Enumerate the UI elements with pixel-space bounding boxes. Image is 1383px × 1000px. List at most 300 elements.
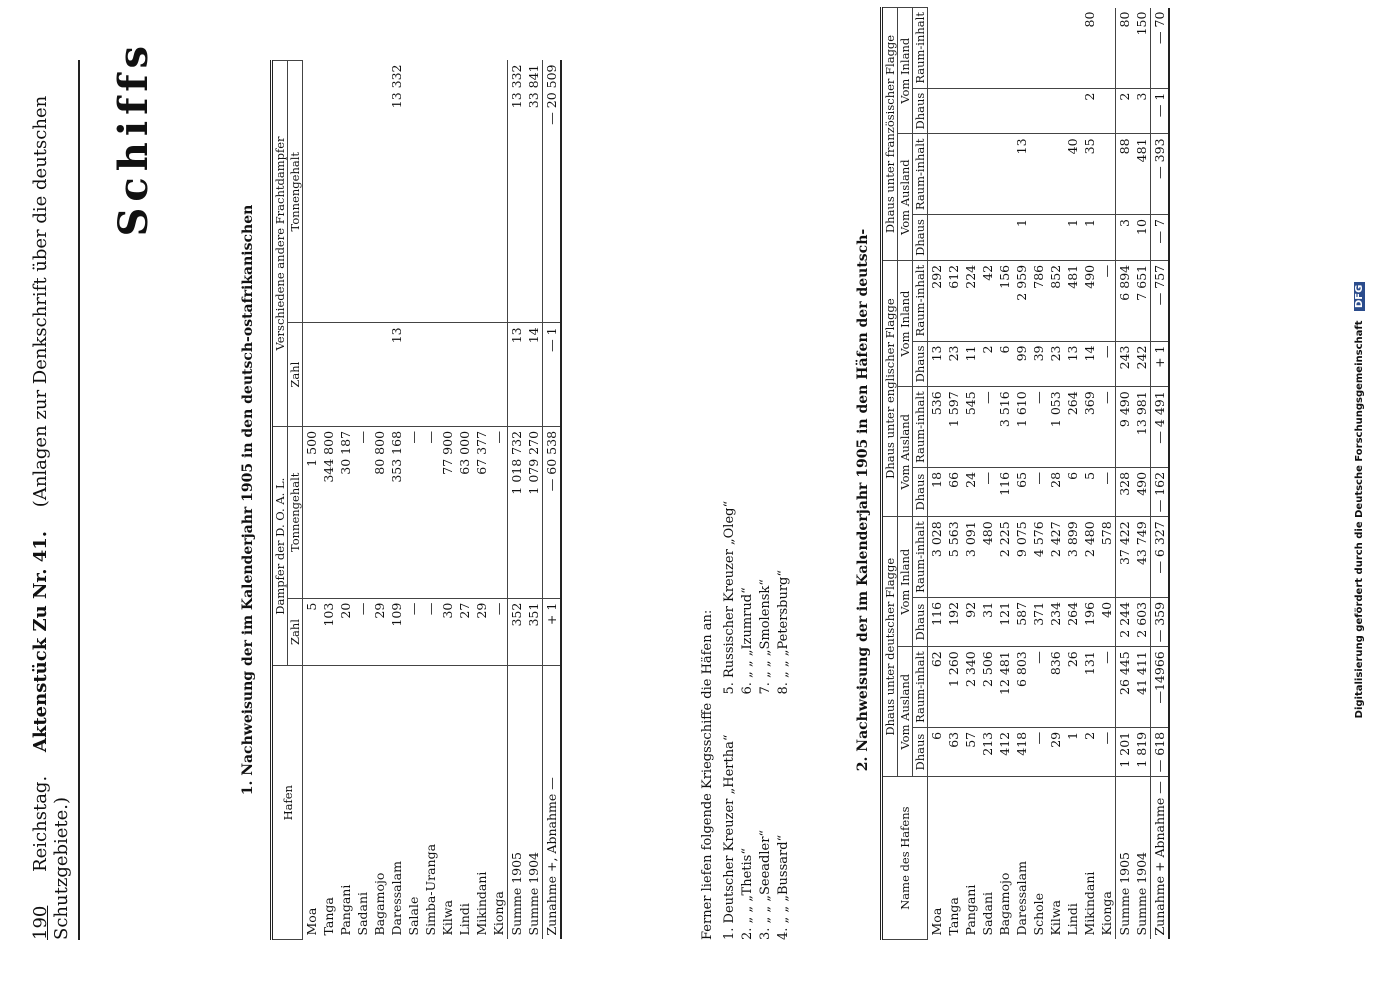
cell-value: 3 [1133, 88, 1151, 134]
cell-value: — [1098, 467, 1116, 516]
cell-value: 63 [945, 727, 962, 776]
cell-value: 11 [962, 341, 979, 387]
cell-value: 103 [320, 598, 337, 666]
cell-value [371, 323, 388, 427]
cell-value: 5 [303, 598, 321, 666]
cell-value [1047, 134, 1064, 215]
cell-value [928, 134, 946, 215]
cell-value [337, 323, 354, 427]
cell-value: 29 [1047, 727, 1064, 776]
cell-value: — 20 509 [543, 61, 562, 323]
footer [1354, 0, 1365, 1000]
table-row [979, 8, 996, 940]
page-number: 190 [30, 905, 51, 940]
cell-value: 13 332 [388, 61, 405, 323]
cell-value: 234 [1047, 597, 1064, 646]
cell-value [928, 215, 946, 261]
cell-value: 4 576 [1030, 517, 1047, 598]
cell-value: 6 894 [1116, 260, 1134, 341]
cell-value: 67 377 [473, 426, 490, 598]
cell-value: 43 749 [1133, 517, 1151, 598]
cell-value: 57 [962, 727, 979, 776]
footer-text: Digitalisierung gefördert durch die Deutsche Forschungsgemeinschaft [1354, 320, 1365, 719]
row-label: Bagamojo [372, 872, 387, 936]
cell-value: — [1098, 727, 1116, 776]
cell-value [1098, 134, 1116, 215]
cell-value [320, 323, 337, 427]
cell-value: — 359 [1151, 597, 1170, 646]
t2-group-fr: Dhaus unter französischer Flagge [882, 8, 898, 261]
row-label: Zunahme +, Abnahme — [543, 666, 562, 940]
cell-value: 481 [1133, 134, 1151, 215]
row-label: Kionga [1099, 891, 1114, 936]
warship-item: 4. „ „ „Bussard“ [776, 834, 791, 940]
cell-value [962, 88, 979, 134]
cell-value: 786 [1030, 260, 1047, 341]
cell-value [303, 61, 321, 323]
cell-value: — [354, 426, 371, 598]
cell-value: — [405, 426, 422, 598]
cell-value: — [354, 598, 371, 666]
cell-value [1013, 88, 1030, 134]
cell-value: 1 201 [1116, 727, 1134, 776]
cell-value: 12 481 [996, 647, 1013, 728]
table-row [1013, 8, 1030, 940]
cell-value: 77 900 [439, 426, 456, 598]
cell-value [962, 215, 979, 261]
cell-value: 40 [1098, 597, 1116, 646]
cell-value: —14966 [1151, 647, 1170, 728]
cell-value: 3 [1116, 215, 1134, 261]
cell-value: 150 [1133, 8, 1151, 89]
row-label: Daressalam [1014, 861, 1029, 936]
cell-value: 13 [1064, 341, 1081, 387]
cell-value: 545 [962, 387, 979, 468]
cell-value: 65 [1013, 467, 1030, 516]
cell-value: 418 [1013, 727, 1030, 776]
cell-value: — 618 [1151, 727, 1170, 776]
cell-value [1098, 88, 1116, 134]
cell-value: 116 [996, 467, 1013, 516]
t2-col-header: Dhaus [913, 215, 928, 261]
cell-value: 353 168 [388, 426, 405, 598]
cell-value: 612 [945, 260, 962, 341]
cell-value: 40 [1064, 134, 1081, 215]
cell-value: — [422, 426, 439, 598]
table-row [508, 61, 526, 940]
warship-item: 5. Russischer Kreuzer „Oleg“ [722, 500, 737, 695]
row-label: Pangani [963, 884, 978, 936]
cell-value [928, 8, 946, 89]
cell-value: 1 [1064, 727, 1081, 776]
cell-value [945, 134, 962, 215]
cell-value: 3 899 [1064, 517, 1081, 598]
row-label: Kionga [491, 891, 506, 936]
cell-value [439, 61, 456, 323]
cell-value: 2 427 [1047, 517, 1064, 598]
table2 [880, 7, 1170, 940]
cell-value: 6 [1064, 467, 1081, 516]
row-label: Lindi [1065, 903, 1080, 936]
row-label: Simba-Uranga [423, 843, 438, 936]
table-row [945, 8, 962, 940]
warship-item: 7. „ „ „Smolensk“ [758, 579, 773, 695]
cell-value: 2 480 [1081, 517, 1098, 598]
cell-value: 41 411 [1133, 647, 1151, 728]
row-label: Sadani [980, 891, 995, 936]
page-header [30, 60, 80, 940]
t2-col-header: Raum-inhalt [913, 134, 928, 215]
cell-value: — [979, 467, 996, 516]
table-row [1064, 8, 1081, 940]
cell-value [490, 61, 508, 323]
cell-value: 63 000 [456, 426, 473, 598]
cell-value: 1 597 [945, 387, 962, 468]
table-row [456, 61, 473, 940]
table-row [1133, 8, 1151, 940]
t2-col-header: Raum-inhalt [913, 260, 928, 341]
cell-value: — 393 [1151, 134, 1170, 215]
row-label: Bagamojo [997, 872, 1012, 936]
cell-value: 31 [979, 597, 996, 646]
cell-value: 66 [945, 467, 962, 516]
cell-value [422, 61, 439, 323]
cell-value: 13 981 [1133, 387, 1151, 468]
cell-value [979, 134, 996, 215]
cell-value: 2 [979, 341, 996, 387]
table-row [439, 61, 456, 940]
cell-value [1047, 215, 1064, 261]
warships-right [721, 501, 793, 695]
cell-value: 18 [928, 467, 946, 516]
cell-value: 587 [1013, 597, 1030, 646]
cell-value: — [1098, 647, 1116, 728]
t2-group-en: Dhaus unter englischer Flagge [882, 260, 898, 516]
cell-value [996, 215, 1013, 261]
cell-value: — 70 [1151, 8, 1170, 89]
t2-col-header: Dhaus [913, 727, 928, 776]
cell-value: 5 563 [945, 517, 962, 598]
cell-value: 292 [928, 260, 946, 341]
t2-subheader: Vom Ausland [898, 647, 913, 777]
cell-value: 1 [1081, 215, 1098, 261]
cell-value: — [490, 426, 508, 598]
cell-value: 80 [1081, 8, 1098, 89]
cell-value: 92 [962, 597, 979, 646]
row-label: Moa [929, 907, 944, 936]
cell-value: 6 [996, 341, 1013, 387]
table-row [422, 61, 439, 940]
cell-value: — [1030, 647, 1047, 728]
table1-title: 1. Nachweisung der im Kalenderjahr 1905 in den deutsch-ostafrikanischen [240, 204, 256, 796]
cell-value: 1 610 [1013, 387, 1030, 468]
cell-value [928, 88, 946, 134]
cell-value [996, 8, 1013, 89]
cell-value [1098, 8, 1116, 89]
cell-value: 351 [525, 598, 543, 666]
cell-value [371, 61, 388, 323]
cell-value: — [979, 387, 996, 468]
cell-value: 1 [1064, 215, 1081, 261]
cell-value: — 7 [1151, 215, 1170, 261]
table-row [303, 61, 321, 940]
cell-value: + 1 [1151, 341, 1170, 387]
cell-value: 6 803 [1013, 647, 1030, 728]
t2-subheader: Vom Inland [898, 260, 913, 386]
cell-value: 3 091 [962, 517, 979, 598]
table-row [320, 61, 337, 940]
table-row [928, 8, 946, 940]
row-label: Kilwa [1048, 900, 1063, 936]
cell-value [1030, 88, 1047, 134]
warships-note [700, 60, 793, 940]
cell-value: 39 [1030, 341, 1047, 387]
row-label: Tanga [321, 897, 336, 936]
cell-value: 224 [962, 260, 979, 341]
cell-value [945, 215, 962, 261]
cell-value: 13 [928, 341, 946, 387]
t2-subheader: Vom Inland [898, 517, 913, 647]
cell-value [1047, 88, 1064, 134]
cell-value: 1 079 270 [525, 426, 543, 598]
cell-value: 836 [1047, 647, 1064, 728]
row-label: Salale [406, 896, 421, 936]
cell-value: 6 [928, 727, 946, 776]
cell-value [1098, 215, 1116, 261]
header-left: Reichstag. [30, 775, 51, 872]
cell-value: — 60 538 [543, 426, 562, 598]
warship-item: 2. „ „ „Thetis“ [740, 848, 755, 940]
warships-left [721, 735, 793, 940]
cell-value [490, 323, 508, 427]
t2-subheader: Vom Ausland [898, 387, 913, 517]
cell-value: 29 [371, 598, 388, 666]
cell-value: 1 260 [945, 647, 962, 728]
cell-value: — [1030, 467, 1047, 516]
cell-value [979, 88, 996, 134]
cell-value: 29 [473, 598, 490, 666]
cell-value [945, 88, 962, 134]
cell-value: — [1098, 260, 1116, 341]
cell-value: 536 [928, 387, 946, 468]
cell-value: 33 841 [525, 61, 543, 323]
warships-lead: Ferner liefen folgende Kriegsschiffe die Häfen an: [700, 609, 715, 940]
table2-title: 2. Nachweisung der im Kalenderjahr 1905 in den Häfen der deutsch- [855, 228, 871, 772]
cell-value: 242 [1133, 341, 1151, 387]
cell-value: 62 [928, 647, 946, 728]
cell-value: 1 [1013, 215, 1030, 261]
t1-col-tonnen: Tonnengehalt [288, 426, 303, 598]
cell-value: 264 [1064, 387, 1081, 468]
cell-value [303, 323, 321, 427]
cell-value: 109 [388, 598, 405, 666]
cell-value [945, 8, 962, 89]
cell-value [996, 88, 1013, 134]
cell-value: 156 [996, 260, 1013, 341]
cell-value: 3 028 [928, 517, 946, 598]
cell-value: 243 [1116, 341, 1134, 387]
row-label: Summe 1905 [1116, 777, 1134, 940]
t2-subheader: Vom Ausland [898, 134, 913, 260]
row-label: Pangani [338, 884, 353, 936]
cell-value [979, 8, 996, 89]
table-row [473, 61, 490, 940]
dfg-logo: DFG [1354, 282, 1365, 311]
cell-value: 23 [945, 341, 962, 387]
cell-value: — 162 [1151, 467, 1170, 516]
warship-item: 1. Deutscher Kreuzer „Hertha“ [722, 734, 737, 940]
cell-value: + 1 [543, 598, 562, 666]
cell-value [337, 61, 354, 323]
cell-value: — [1098, 387, 1116, 468]
row-label: Tanga [946, 897, 961, 936]
cell-value: 13 332 [508, 61, 526, 323]
cell-value: 480 [979, 517, 996, 598]
cell-value: — [1030, 387, 1047, 468]
cell-value [473, 323, 490, 427]
table-row [354, 61, 371, 940]
cell-value [1064, 8, 1081, 89]
t1-col-hafen: Hafen [272, 666, 303, 940]
t1-col-zahl: Zahl [288, 598, 303, 666]
cell-value [456, 61, 473, 323]
table-row [1047, 8, 1064, 940]
table-row [1098, 8, 1116, 940]
cell-value: 481 [1064, 260, 1081, 341]
cell-value [962, 134, 979, 215]
t2-col-header: Dhaus [913, 467, 928, 516]
cell-value: 2 244 [1116, 597, 1134, 646]
table-row [490, 61, 508, 940]
cell-value: 88 [1116, 134, 1134, 215]
table-row [337, 61, 354, 940]
warship-item: 6. „ „ „Izumrud“ [740, 587, 755, 695]
cell-value [456, 323, 473, 427]
cell-value [354, 323, 371, 427]
t1-col-tonnen2: Tonnengehalt [288, 61, 303, 323]
cell-value: 23 [1047, 341, 1064, 387]
table-row [388, 61, 405, 940]
cell-value: 9 490 [1116, 387, 1134, 468]
table-row [1081, 8, 1098, 940]
cell-value: — [1030, 727, 1047, 776]
cell-value: 13 [1013, 134, 1030, 215]
cell-value: 852 [1047, 260, 1064, 341]
cell-value: 264 [1064, 597, 1081, 646]
cell-value: 1 053 [1047, 387, 1064, 468]
cell-value: 1 018 732 [508, 426, 526, 598]
cell-value [422, 323, 439, 427]
cell-value: 412 [996, 727, 1013, 776]
cell-value: 213 [979, 727, 996, 776]
cell-value: 80 800 [371, 426, 388, 598]
table1 [270, 60, 562, 940]
cell-value [405, 323, 422, 427]
table-row [996, 8, 1013, 940]
cell-value: 7 651 [1133, 260, 1151, 341]
header-subtitle: (Anlagen zur Denkschrift über die deutschen Schutzgebiete.) [30, 95, 72, 940]
cell-value: — 757 [1151, 260, 1170, 341]
cell-value: — 6 327 [1151, 517, 1170, 598]
row-label: Schole [1031, 892, 1046, 936]
cell-value: — [1098, 341, 1116, 387]
cell-value: — [422, 598, 439, 666]
cell-value [1030, 215, 1047, 261]
row-label: Sadani [355, 891, 370, 936]
cell-value [1030, 134, 1047, 215]
row-label: Mikindani [474, 871, 489, 936]
cell-value: 26 [1064, 647, 1081, 728]
cell-value: 2 340 [962, 647, 979, 728]
cell-value: 14 [1081, 341, 1098, 387]
table-row [962, 8, 979, 940]
cell-value: 1 500 [303, 426, 321, 598]
cell-value: 2 [1081, 88, 1098, 134]
cell-value: — [490, 598, 508, 666]
table-row [1116, 8, 1134, 940]
cell-value: 80 [1116, 8, 1134, 89]
cell-value: 2 603 [1133, 597, 1151, 646]
t2-col-header: Raum-inhalt [913, 387, 928, 468]
table-row [543, 61, 562, 940]
cell-value: 2 [1116, 88, 1134, 134]
big-word: Schiffs [110, 40, 157, 237]
t2-col-name: Name des Hafens [882, 777, 928, 940]
cell-value: 37 422 [1116, 517, 1134, 598]
warship-item: 3. „ „ „Seeadler“ [758, 829, 773, 940]
cell-value: 13 [508, 323, 526, 427]
cell-value: 9 075 [1013, 517, 1030, 598]
t1-col-zahl2: Zahl [288, 323, 303, 427]
cell-value: 1 819 [1133, 727, 1151, 776]
cell-value: 24 [962, 467, 979, 516]
cell-value: 2 959 [1013, 260, 1030, 341]
cell-value [1064, 88, 1081, 134]
cell-value: 490 [1133, 467, 1151, 516]
t2-col-header: Dhaus [913, 597, 928, 646]
row-label: Daressalam [389, 861, 404, 936]
t2-subheader: Vom Inland [898, 8, 913, 134]
cell-value: 10 [1133, 215, 1151, 261]
cell-value: 27 [456, 598, 473, 666]
cell-value: 131 [1081, 647, 1098, 728]
cell-value: 2 225 [996, 517, 1013, 598]
cell-value: 3 516 [996, 387, 1013, 468]
cell-value: 20 [337, 598, 354, 666]
cell-value: 2 506 [979, 647, 996, 728]
cell-value: 328 [1116, 467, 1134, 516]
t2-col-header: Raum-inhalt [913, 647, 928, 728]
cell-value: 35 [1081, 134, 1098, 215]
cell-value: 192 [945, 597, 962, 646]
cell-value: 30 187 [337, 426, 354, 598]
row-label: Mikindani [1082, 871, 1097, 936]
cell-value: — 1 [1151, 88, 1170, 134]
cell-value: 14 [525, 323, 543, 427]
table-row [525, 61, 543, 940]
cell-value: 99 [1013, 341, 1030, 387]
cell-value: 28 [1047, 467, 1064, 516]
cell-value: 578 [1098, 517, 1116, 598]
t1-group2: Verschiedene andere Frachtdampfer [272, 61, 288, 427]
cell-value: 30 [439, 598, 456, 666]
cell-value: — 4 491 [1151, 387, 1170, 468]
row-label: Zunahme + Abnahme — [1151, 777, 1170, 940]
warship-item: 8. „ „ „Petersburg“ [776, 569, 791, 695]
table-row [371, 61, 388, 940]
cell-value [354, 61, 371, 323]
table-row [405, 61, 422, 940]
